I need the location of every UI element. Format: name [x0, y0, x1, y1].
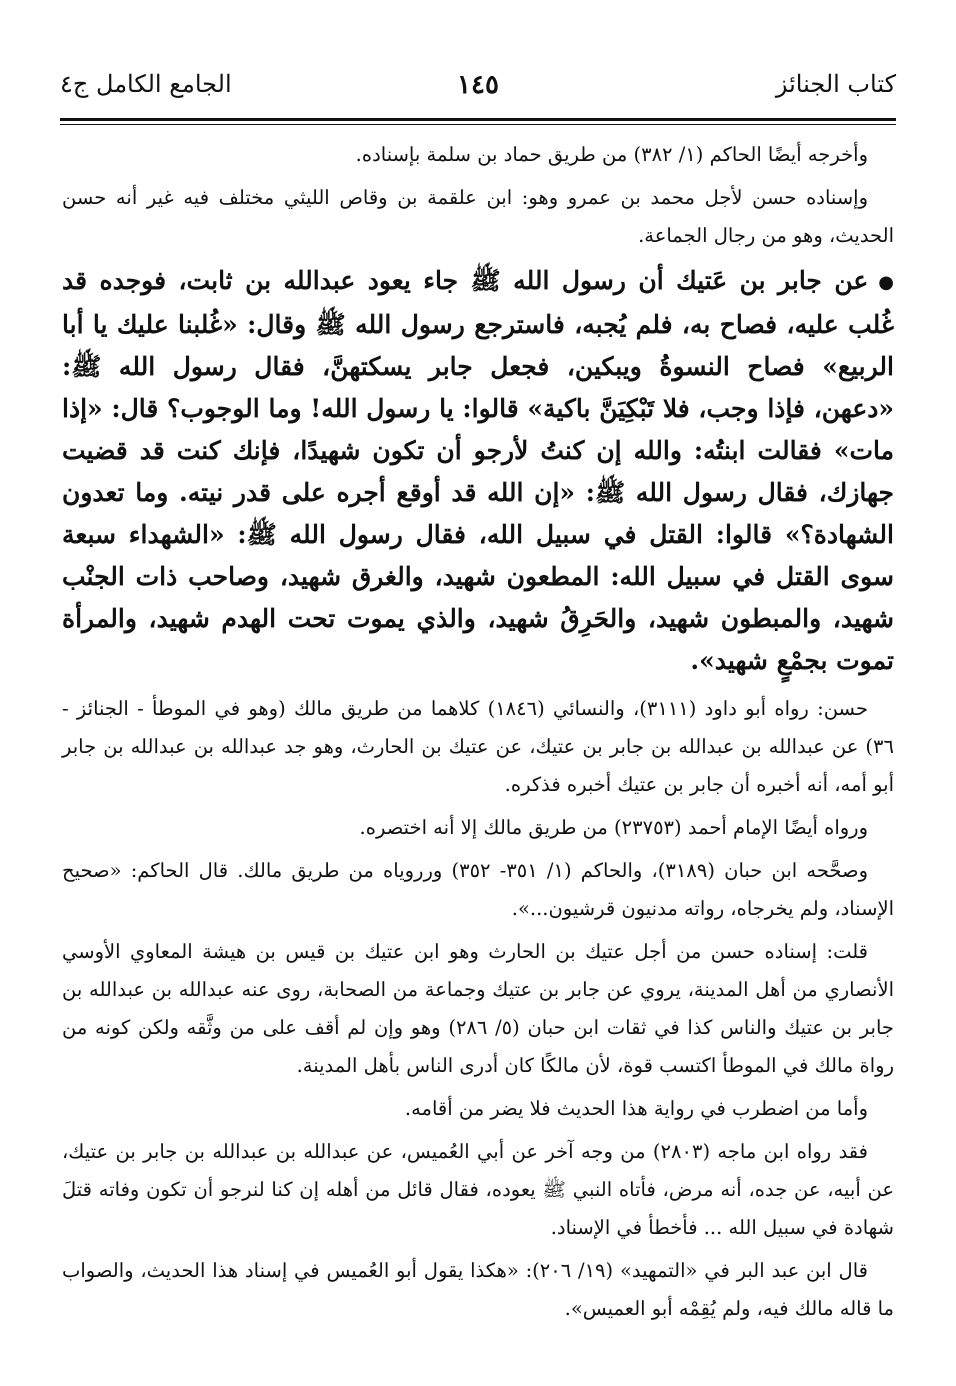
header-rule-thin [60, 124, 896, 125]
note-paragraph: فقد رواه ابن ماجه (٢٨٠٣) من وجه آخر عن أبي العُميس، عن عبدالله بن عبدالله بن جابر بن عتيك، عن أبيه، عن جده، أنه مرض، فأتاه النبي ﷺ يعوده، فقال قائل من أهله إن كنا لنرجو أن تكون وفاته قتلَ شهادة في سبيل الله ... فأخطأ في الإسناد. [62, 1139, 894, 1239]
page-header [60, 62, 896, 108]
note-paragraph: وأما من اضطرب في رواية هذا الحديث فلا يضر من أقامه. [404, 1096, 868, 1120]
note-paragraph: ورواه أيضًا الإمام أحمد (٢٣٧٥٣) من طريق مالك إلا أنه اختصره. [359, 815, 868, 839]
note-paragraph: وأخرجه أيضًا الحاكم (١/ ٣٨٢) من طريق حماد بن سلمة بإسناده. [355, 143, 868, 166]
bullet-icon: ● [878, 271, 894, 293]
header-rule-thick [60, 118, 896, 121]
note-paragraph: قلت: إسناده حسن من أجل عتيك بن الحارث وهو ابن عتيك بن قيس بن هيشة المعاوي الأوسي الأنصاري من أهل المدينة، يروي عن جابر بن عتيك وجماعة من الصحابة، روى عنه عبدالله بن عبدالله بن جابر بن عتيك والناس كذا في ثقات ابن حبان (٥/ ٢٨٦) وهو وإن لم أقف على من وثَّقه ولكن كونه من رواة مالك في الموطأ اكتسب قوة، لأن مالكًا كان أدرى الناس بأهل المدينة. [62, 939, 894, 1077]
note-paragraph: حسن: رواه أبو داود (٣١١١)، والنسائي (١٨٤٦) كلاهما من طريق مالك (وهو في الموطأ - الجنائز - ٣٦) عن عبدالله بن عبدالله بن جابر بن عتيك، عن عتيك بن الحارث، وهو جد عبدالله بن عبدالله بن جابر أبو أمه، أنه أخبره أن جابر بن عتيك أخبره فذكره. [62, 696, 894, 796]
page-content [62, 136, 894, 1333]
book-title: الجامع الكامل ج٤ [60, 70, 232, 98]
note-paragraph: وصحَّحه ابن حبان (٣١٨٩)، والحاكم (١/ ٣٥١- ٣٥٢) ورروياه من طريق مالك. قال الحاكم: «صحيح الإسناد، ولم يخرجاه، رواته مدنيون قرشيون...». [62, 858, 894, 920]
note-paragraph: وإسناده حسن لأجل محمد بن عمرو وهو: ابن علقمة بن وقاص الليثي مختلف فيه غير أنه حسن الحديث، وهو من رجال الجماعة. [62, 186, 894, 247]
note-paragraph: قال ابن عبد البر في «التمهيد» (١٩/ ٢٠٦): «هكذا يقول أبو العُميس في إسناد هذا الحديث، والصواب ما قاله مالك فيه، ولم يُقِمْه أبو العميس». [62, 1258, 894, 1320]
section-title: كتاب الجنائز [775, 70, 896, 98]
hadith-text: عن جابر بن عَتيك أن رسول الله ﷺ جاء يعود عبدالله بن ثابت، فوجده قد غُلب عليه، فصاح به، فلم يُجبه، فاسترجع رسول الله ﷺ وقال: «غُلبنا عليك يا أبا الربيع» فصاح النسوةُ ويبكين، فجعل جابر يسكتهنَّ، فقال رسول الله ﷺ: «دعهن، فإذا وجب، فلا تَبْكِيَنَّ باكية» قالوا: يا رسول الله! وما الوجوب؟ قال: «إذا مات» فقالت ابنتُه: والله إن كنتُ لأرجو أن تكون شهيدًا، فإنك كنت قد قضيت جهازك، فقال رسول الله ﷺ: «إن الله قد أوقع أجره على قدر نيته. وما تعدون الشهادة؟» قالوا: القتل في سبيل الله، فقال رسول الله ﷺ: «الشهداء سبعة سوى القتل في سبيل الله: المطعون شهيد، والغرق شهيد، وصاحب ذات الجنْب شهيد، والمبطون شهيد، والحَرِقُ شهيد، والذي يموت تحت الهدم شهيد، والمرأة تموت بجمْعٍ شهيد». [62, 266, 894, 675]
page-number: ١٤٥ [457, 70, 499, 100]
hadith-paragraph [62, 260, 894, 682]
